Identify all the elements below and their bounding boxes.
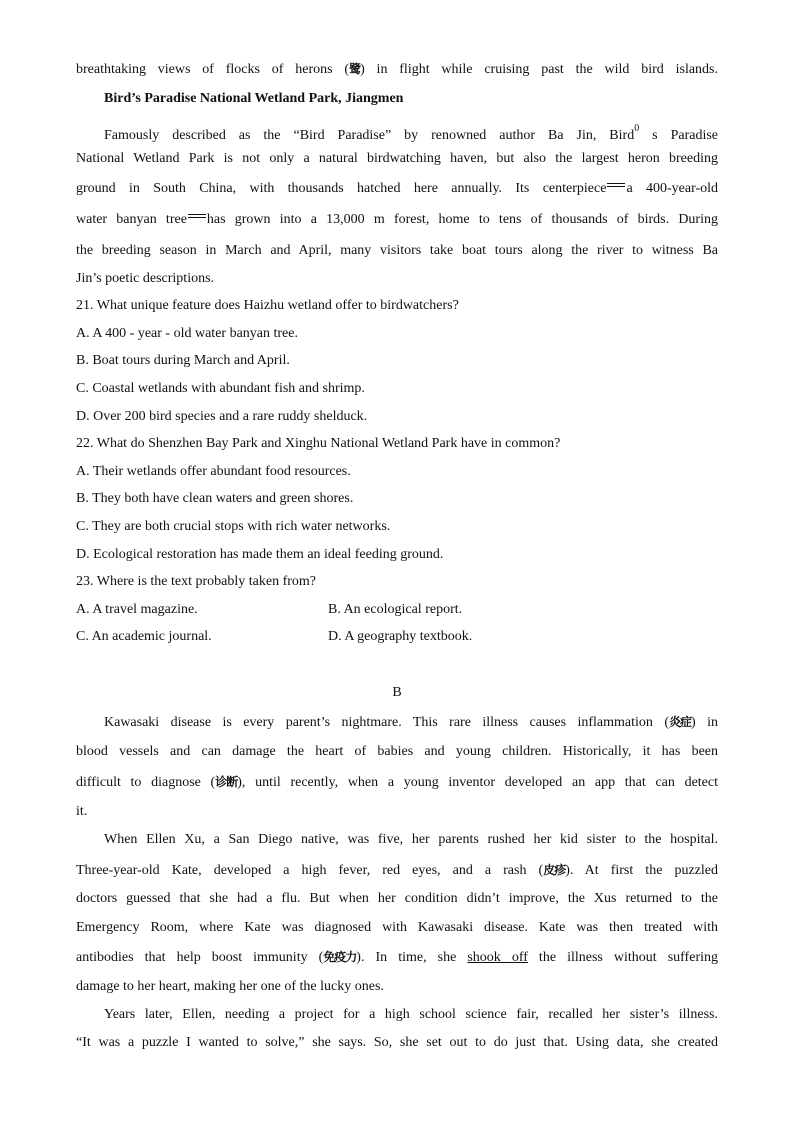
question-23-option-d: D. A geography textbook. [328, 629, 473, 644]
question-21-option-c: C. Coastal wetlands with abundant fish and shrimp. [76, 381, 365, 396]
passage-a-line-1: breathtaking views of flocks of herons (鹭) in flight while cruising past the wild bird islands. [76, 62, 718, 77]
underlined-phrase: shook off [467, 950, 528, 965]
em-dash [607, 183, 625, 187]
question-23-option-b: B. An ecological report. [328, 602, 463, 617]
passage-b-p2-line-6: damage to her heart, making her one of the lucky ones. [76, 979, 384, 994]
jiangmen-paragraph-line-3: ground in South China, with thousands hatched here annually. Its centerpiece a 400-year-old [76, 181, 718, 196]
passage-b-p2-line-4: Emergency Room, where Kate was diagnosed with Kawasaki disease. Kate was then treated with [76, 920, 718, 935]
passage-b-p3-line-2: “It was a puzzle I wanted to solve,” she says. So, she set out to do just that. Using data, she created [76, 1035, 718, 1050]
jiangmen-paragraph-line-5: the breeding season in March and April, many visitors take boat tours along the river to witness Ba [76, 243, 718, 258]
question-22-option-d: D. Ecological restoration has made them an ideal feeding ground. [76, 547, 444, 562]
question-22-option-a: A. Their wetlands offer abundant food resources. [76, 464, 351, 479]
passage-b-p2-line-2: Three-year-old Kate, developed a high fever, red eyes, and a rash (皮疹). At first the puzzled [76, 863, 718, 878]
question-22-option-b: B. They both have clean waters and green shores. [76, 491, 354, 506]
passage-b-p1-line-4: it. [76, 804, 88, 819]
passage-b-label: B [392, 685, 402, 700]
superscript-mark: 0 [634, 123, 640, 134]
jiangmen-paragraph-line-4: water banyan tree has grown into a 13,000 m forest, home to tens of thousands of birds. During [76, 212, 718, 227]
question-21-option-d: D. Over 200 bird species and a rare ruddy shelduck. [76, 409, 368, 424]
chinese-gloss: 炎症 [669, 715, 692, 729]
passage-b-p1-line-2: blood vessels and can damage the heart of babies and young children. Historically, it has been [76, 744, 718, 759]
jiangmen-paragraph-line-1: Famously described as the “Bird Paradise” by renowned author Ba Jin, Bird$^0$ s Paradise [104, 123, 718, 143]
question-23-option-a: A. A travel magazine. [76, 602, 198, 617]
question-21-stem: 21. What unique feature does Haizhu wetland offer to birdwatchers? [76, 298, 459, 313]
jiangmen-paragraph-line-6: Jin’s poetic descriptions. [76, 271, 215, 286]
question-23-option-c: C. An academic journal. [76, 629, 212, 644]
passage-b-p1-line-1: Kawasaki disease is every parent’s nightmare. This rare illness causes inflammation (炎症) in [104, 715, 718, 730]
passage-b-p1-line-3: difficult to diagnose (诊断), until recently, when a young inventor developed an app that can detect [76, 775, 718, 790]
question-22-stem: 22. What do Shenzhen Bay Park and Xinghu National Wetland Park have in common? [76, 436, 561, 451]
section-heading-jiangmen: Bird’s Paradise National Wetland Park, Jiangmen [104, 91, 404, 106]
question-21-option-a: A. A 400 - year - old water banyan tree. [76, 326, 298, 341]
chinese-gloss: 鹭 [349, 62, 361, 76]
question-22-option-c: C. They are both crucial stops with rich water networks. [76, 519, 391, 534]
question-23-stem: 23. Where is the text probably taken from? [76, 574, 316, 589]
chinese-gloss: 诊断 [215, 775, 238, 789]
question-21-option-b: B. Boat tours during March and April. [76, 353, 290, 368]
passage-b-p2-line-3: doctors guessed that she had a flu. But when her condition didn’t improve, the Xus returned to the [76, 891, 718, 906]
passage-b-p2-line-1: When Ellen Xu, a San Diego native, was five, her parents rushed her kid sister to the hospital. [104, 832, 718, 847]
chinese-gloss: 免疫力 [323, 950, 357, 964]
chinese-gloss: 皮疹 [543, 863, 566, 877]
jiangmen-paragraph-line-2: National Wetland Park is not only a natural birdwatching haven, but also the largest heron breeding [76, 151, 718, 166]
passage-b-p2-line-5: antibodies that help boost immunity (免疫力). In time, she shook off the illness without suffering [76, 950, 718, 965]
passage-b-p3-line-1: Years later, Ellen, needing a project for a high school science fair, recalled her sister’s illness. [104, 1007, 718, 1022]
em-dash [188, 214, 206, 218]
